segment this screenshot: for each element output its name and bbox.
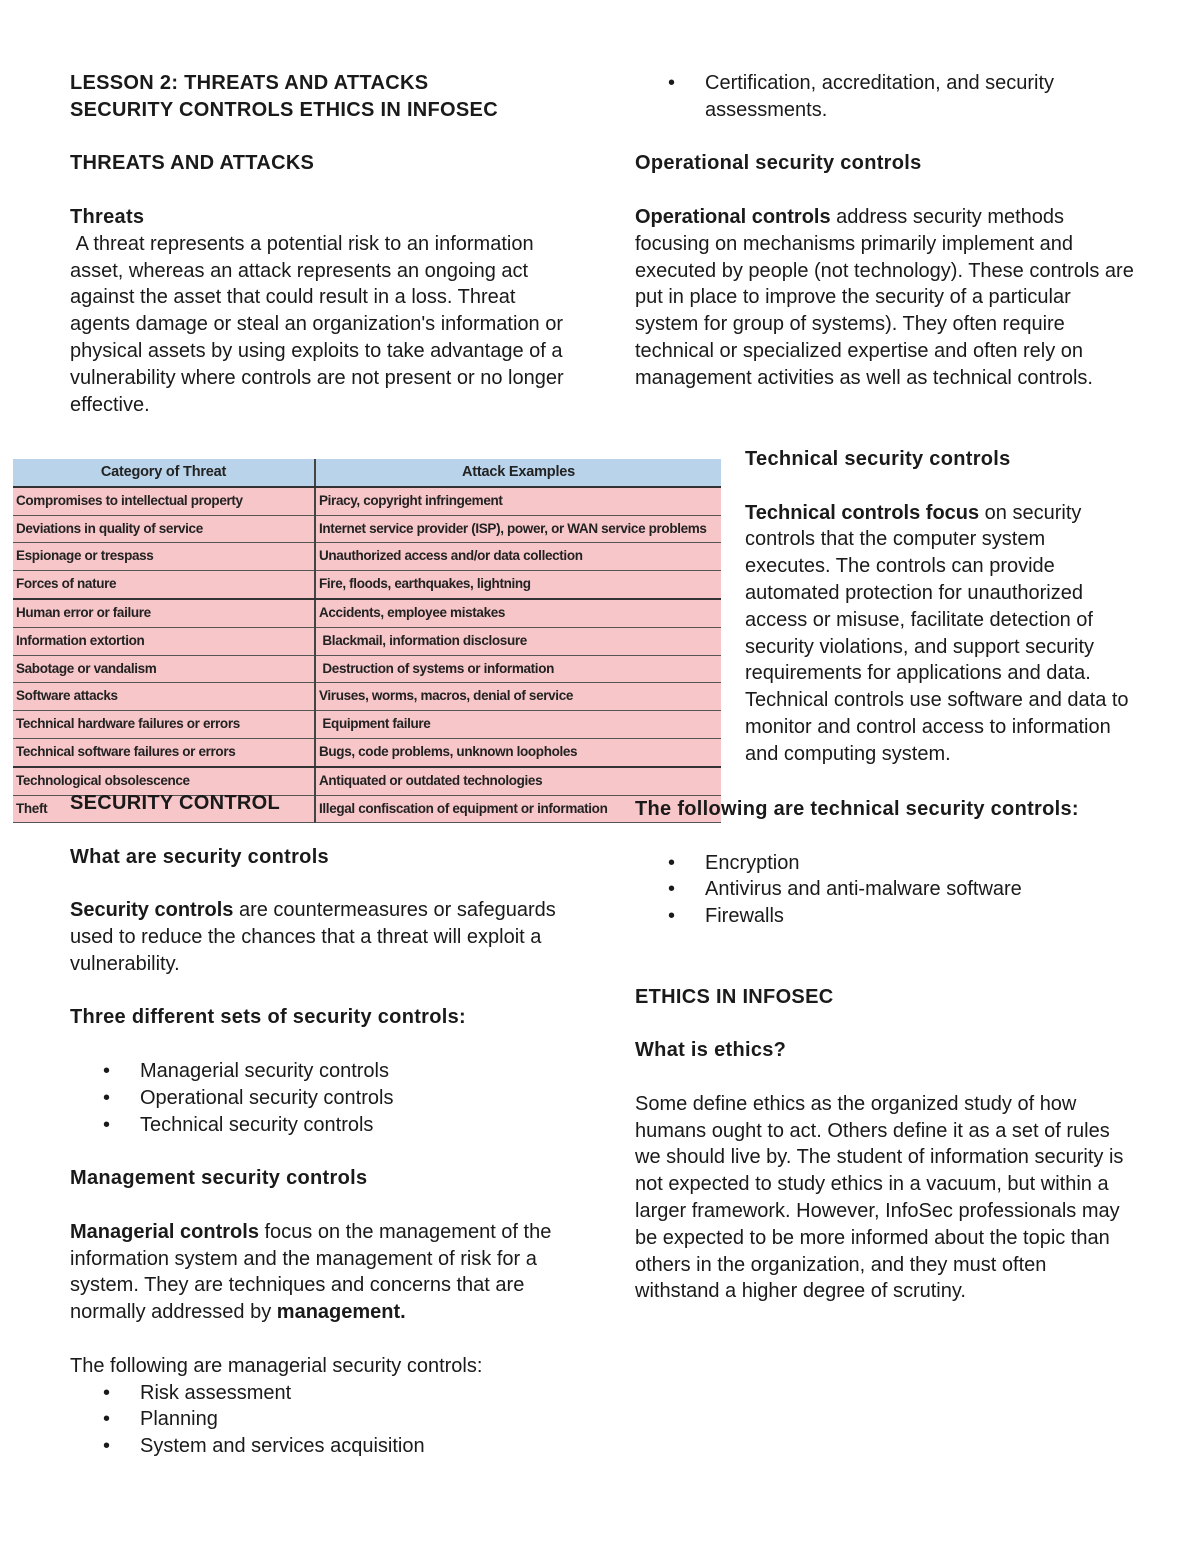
- managerial-controls-text: focus on the management of the information system and the management of risk for a system. They are techniques and concerns that are normally addressed by: [70, 1220, 552, 1324]
- table-cell-category: Technical software failures or errors: [13, 738, 315, 766]
- table-cell-example: Viruses, worms, macros, denial of service: [315, 683, 721, 711]
- table-cell-example: Fire, floods, earthquakes, lightning: [315, 571, 721, 599]
- operational-security-controls-heading: Operational security controls: [635, 152, 922, 175]
- table-header-row: [13, 459, 721, 487]
- table-row: [13, 543, 721, 571]
- technical-controls-list: [635, 850, 1135, 930]
- table-cell-example: Piracy, copyright infringement: [315, 487, 721, 515]
- table-cell-category: Software attacks: [13, 683, 315, 711]
- table-cell-example: Accidents, employee mistakes: [315, 599, 721, 627]
- threats-heading: Threats: [70, 205, 145, 228]
- technical-controls-text: on security controls that the computer system executes. The controls can provide automated protection for unauthorized access or misuse, facilitate detection of security violations, and support security requirements for applications and data. Technical controls use software and data to monitor and control access to information and computing system.: [745, 501, 1129, 765]
- what-are-security-controls-heading: What are security controls: [70, 845, 329, 868]
- table-row: [13, 515, 721, 543]
- right-column-technical: [745, 446, 1135, 768]
- table-cell-example: Bugs, code problems, unknown loopholes: [315, 738, 721, 766]
- list-item: • Operational security controls: [70, 1085, 570, 1112]
- left-column-top: [70, 70, 570, 418]
- following-managerial-text: The following are managerial security controls:: [70, 1354, 483, 1377]
- table-row: [13, 738, 721, 766]
- table-cell-category: Espionage or trespass: [13, 543, 315, 571]
- list-item: • Antivirus and anti-malware software: [635, 876, 1135, 903]
- table-row: [13, 683, 721, 711]
- header-category-of-threat: Category of Threat: [13, 459, 315, 487]
- managerial-controls-list: [70, 1380, 570, 1460]
- ethics-in-infosec-heading: ETHICS IN INFOSEC: [635, 985, 834, 1008]
- operational-controls-paragraph: [635, 204, 1135, 392]
- ethics-paragraph: Some define ethics as the organized study of how humans ought to act. Others define it as a set of rules we should live by. The student of information security is not expected to study ethics in a vacuum, but within a larger framework. However, InfoSec professionals may be expected to be more informed about the topic than others in the organization, and they must often withstand a higher degree of scrutiny.: [635, 1092, 1124, 1303]
- lesson-title-line1: LESSON 2: THREATS AND ATTACKS: [70, 72, 429, 94]
- table-row: [13, 627, 721, 655]
- threats-attacks-heading: THREATS AND ATTACKS: [70, 152, 315, 175]
- table-cell-example: Antiquated or outdated technologies: [315, 767, 721, 795]
- managerial-controls-paragraph: [70, 1219, 570, 1326]
- table-cell-example: Blackmail, information disclosure: [315, 627, 721, 655]
- table-row: [13, 599, 721, 627]
- managerial-controls-bold: Managerial controls: [70, 1220, 259, 1243]
- security-controls-paragraph: [70, 897, 570, 977]
- table-cell-category: Forces of nature: [13, 571, 315, 599]
- what-is-ethics-heading: What is ethics?: [635, 1039, 787, 1062]
- operational-controls-bold: Operational controls: [635, 205, 831, 228]
- list-item: • Certification, accreditation, and security assessments.: [635, 70, 1135, 124]
- list-item: • Managerial security controls: [70, 1058, 570, 1085]
- table-cell-category: Human error or failure: [13, 599, 315, 627]
- following-technical-heading: The following are technical security controls:: [635, 798, 1079, 820]
- management-security-controls-heading: Management security controls: [70, 1167, 368, 1190]
- table-cell-example: Equipment failure: [315, 711, 721, 739]
- table-cell-example: Illegal confiscation of equipment or information: [315, 795, 721, 823]
- header-attack-examples: Attack Examples: [315, 459, 721, 487]
- table-cell-example: Destruction of systems or information: [315, 655, 721, 683]
- list-item: • Risk assessment: [70, 1380, 570, 1407]
- table-row: [13, 711, 721, 739]
- lesson-title-line2: SECURITY CONTROLS ETHICS IN INFOSEC: [70, 98, 498, 121]
- right-column-top: [635, 70, 1135, 392]
- three-sets-list: [70, 1058, 570, 1138]
- technical-controls-bold: Technical controls focus: [745, 501, 980, 524]
- list-item: • Firewalls: [635, 903, 1135, 930]
- table-cell-example: Internet service provider (ISP), power, or WAN service problems: [315, 515, 721, 543]
- left-column-bottom: [70, 790, 570, 1460]
- management-bold: management.: [276, 1301, 406, 1324]
- list-item: • Planning: [70, 1406, 570, 1433]
- table-cell-category: Deviations in quality of service: [13, 515, 315, 543]
- list-item: • System and services acquisition: [70, 1433, 570, 1460]
- technical-security-controls-heading: Technical security controls: [745, 448, 1011, 470]
- threat-category-table: [13, 459, 721, 823]
- right-column-bottom: [635, 796, 1135, 1305]
- list-item: • Technical security controls: [70, 1112, 570, 1139]
- table-row: [13, 655, 721, 683]
- technical-controls-paragraph: [745, 500, 1135, 768]
- security-controls-text: are countermeasures or safeguards used to reduce the chances that a threat will exploit a vulnerability.: [70, 899, 556, 975]
- three-sets-heading: Three different sets of security controls:: [70, 1006, 467, 1029]
- table-cell-example: Unauthorized access and/or data collection: [315, 543, 721, 571]
- threats-paragraph: A threat represents a potential risk to an information asset, whereas an attack represents an ongoing act against the asset that could result in a loss. Threat agents damage or steal an organization's information or physical assets by using exploits to take advantage of a vulnerability where controls are not present or no longer effective.: [70, 232, 570, 416]
- table-row: [13, 487, 721, 515]
- list-item: • Encryption: [635, 850, 1135, 877]
- table-row: [13, 571, 721, 599]
- table-cell-category: Technical hardware failures or errors: [13, 711, 315, 739]
- table-cell-category: Technological obsolescence: [13, 767, 315, 795]
- table-cell-category: Information extortion: [13, 627, 315, 655]
- security-control-heading: SECURITY CONTROL: [70, 792, 280, 814]
- security-controls-bold: Security controls: [70, 899, 234, 922]
- table-cell-category: Sabotage or vandalism: [13, 655, 315, 683]
- cert-list: [635, 70, 1135, 124]
- operational-controls-text: address security methods focusing on mechanisms primarily implement and executed by people (not technology). These controls are put in place to improve the security of a particular system for group of systems). They often require technical or specialized expertise and often rely on management activities as well as technical controls.: [635, 205, 1134, 389]
- table-cell-category: Theft: [13, 795, 315, 823]
- table-cell-category: Compromises to intellectual property: [13, 487, 315, 515]
